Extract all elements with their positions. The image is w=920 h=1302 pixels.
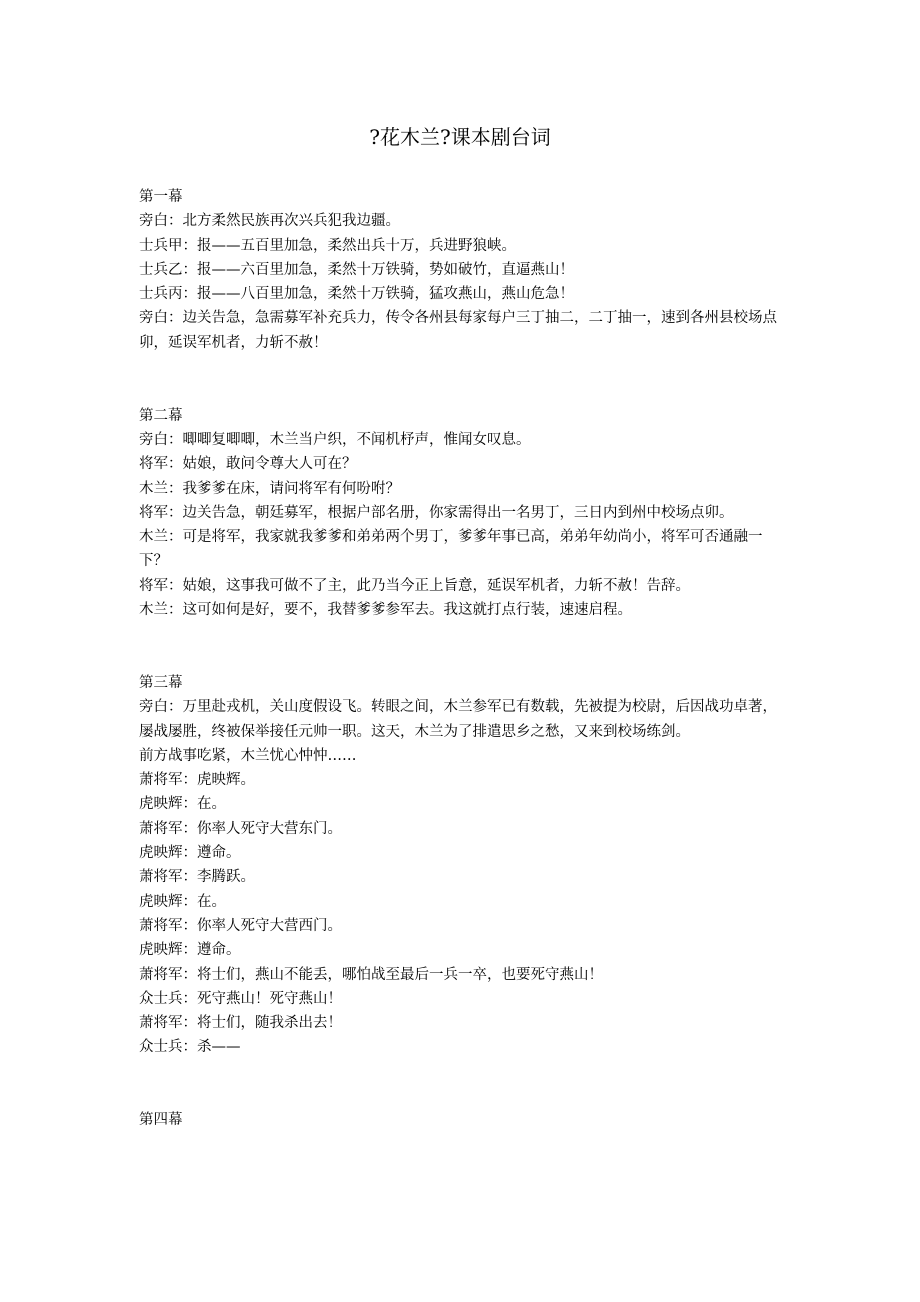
- dialogue-line: 虎映辉：遵命。: [139, 942, 241, 959]
- dialogue-line: 虎映辉：在。: [139, 796, 226, 813]
- act-heading: 第四幕: [139, 1112, 183, 1129]
- dialogue-line: 萧将军：你率人死守大营西门。: [139, 917, 342, 934]
- dialogue-line: 前方战事吃紧，木兰忧心忡忡……: [139, 747, 357, 764]
- dialogue-line: 萧将军：虎映辉。: [139, 772, 255, 789]
- dialogue-line: 虎映辉：在。: [139, 893, 226, 910]
- dialogue-line: 众士兵：杀——: [139, 1039, 241, 1056]
- dialogue-line: 木兰：我爹爹在床，请问将军有何吩咐？: [139, 480, 400, 497]
- dialogue-line: 众士兵：死守燕山！死守燕山！: [139, 990, 342, 1007]
- dialogue-line: 旁白：边关告急，急需募军补充兵力，传令各州县每家每户三丁抽二，二丁抽一，速到各州县校场点卯，延误军机者，力斩不赦！: [139, 310, 777, 351]
- dialogue-line: 士兵甲：报——五百里加急，柔然出兵十万，兵进野狼峡。: [139, 237, 516, 254]
- dialogue-line: 萧将军：将士们，随我杀出去！: [139, 1015, 342, 1032]
- document-title: ?花木兰?课本剧台词: [369, 125, 551, 149]
- dialogue-line: 萧将军：你率人死守大营东门。: [139, 820, 342, 837]
- act-heading: 第二幕: [139, 407, 183, 424]
- dialogue-line: 萧将军：李腾跃。: [139, 869, 255, 886]
- act-3: [139, 671, 779, 1060]
- dialogue-line: 虎映辉：遵命。: [139, 845, 241, 862]
- dialogue-line: 士兵丙：报——八百里加急，柔然十万铁骑，猛攻燕山，燕山危急！: [139, 286, 574, 303]
- script-body: [139, 185, 779, 1133]
- dialogue-line: 旁白：万里赴戎机，关山度假设飞。转眼之间，木兰参军已有数载，先被提为校尉，后因战功卓著，屡战屡胜，终被保举接任元帅一职。这天，木兰为了排遣思乡之愁，又来到校场练剑。: [139, 699, 777, 740]
- dialogue-line: 士兵乙：报——六百里加急，柔然十万铁骑，势如破竹，直逼燕山！: [139, 261, 574, 278]
- dialogue-line: 将军：姑娘，这事我可做不了主，此乃当今正上旨意，延误军机者，力斩不赦！告辞。: [139, 577, 690, 594]
- act-1: [139, 185, 779, 355]
- dialogue-line: 旁白：北方柔然民族再次兴兵犯我边疆。: [139, 213, 400, 230]
- dialogue-line: 木兰：这可如何是好，要不，我替爹爹参军去。我这就打点行装，速速启程。: [139, 602, 632, 619]
- dialogue-line: 旁白：唧唧复唧唧，木兰当户织，不闻机杼声，惟闻女叹息。: [139, 431, 531, 448]
- act-2: [139, 404, 779, 623]
- dialogue-line: 木兰：可是将军，我家就我爹爹和弟弟两个男丁，爹爹年事已高，弟弟年幼尚小，将军可否通融一下？: [139, 529, 763, 570]
- dialogue-line: 将军：姑娘，敢问令尊大人可在？: [139, 456, 357, 473]
- dialogue-line: 萧将军：将士们，燕山不能丢，哪怕战至最后一兵一卒，也要死守燕山！: [139, 966, 603, 983]
- act-4: [139, 1108, 779, 1132]
- act-heading: 第一幕: [139, 189, 183, 205]
- dialogue-line: 将军：边关告急，朝廷募军，根据户部名册，你家需得出一名男丁，三日内到州中校场点卯。: [139, 504, 734, 521]
- act-heading: 第三幕: [139, 674, 183, 691]
